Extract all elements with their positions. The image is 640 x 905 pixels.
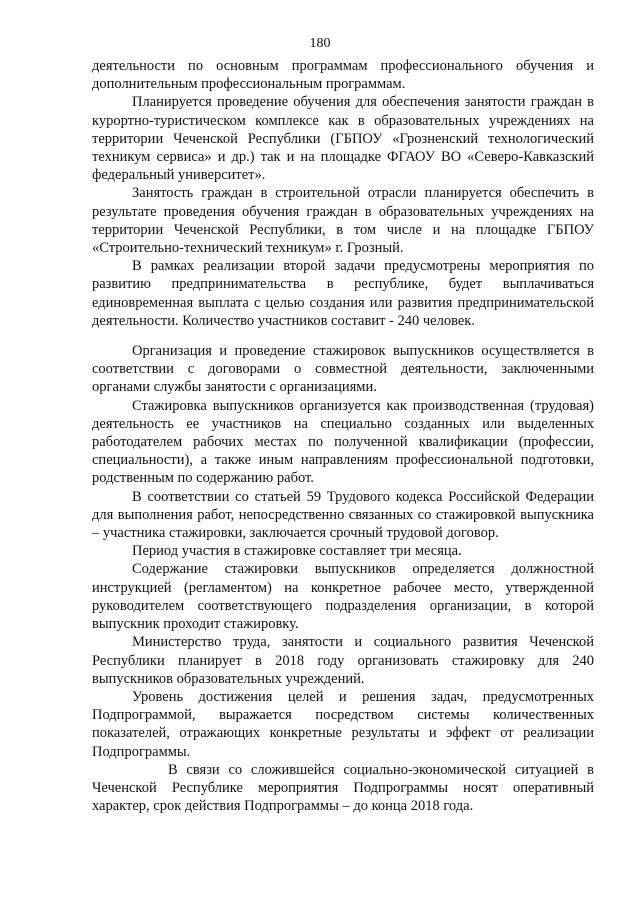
- paragraph-entrepreneurship: В рамках реализации второй задачи предусмотрены мероприятия по развитию предпринимательства в республике, будет выплачиваться единовременная выплата с целью создания или развития предпринимательской деятельности. Количество участников составит - 240 человек.: [92, 258, 594, 329]
- paragraph-internship-organization: Организация и проведение стажировок выпускников осуществляется в соответствии с договорами о совместной деятельности, заключенными органами службы занятости с организациями.: [92, 343, 594, 396]
- page-number: 180: [309, 36, 331, 51]
- paragraph-construction-employment: Занятость граждан в строительной отрасли планируется обеспечить в результате проведения обучения граждан в образовательных учреждениях на территории Чеченской Республики, в том числе и на площадке ГБПОУ «Строительно-технический техникум» г. Грозный.: [92, 185, 594, 257]
- paragraph-internship-content: Содержание стажировки выпускников определяется должностной инструкцией (регламентом) на конкретное рабочее место, утвержденной руководителем соответствующего подразделения организации, в которой выпускник проходит стажировку.: [92, 561, 594, 633]
- paragraph-internship-period: Период участия в стажировке составляет три месяца.: [132, 543, 462, 560]
- paragraph-ministry-plan: Министерство труда, занятости и социального развития Чеченской Республики планирует в 2018 году организовать стажировку для 240 выпускников образовательных учреждений.: [92, 634, 594, 687]
- paragraph-indicators: Уровень достижения целей и решения задач, предусмотренных Подпрограммой, выражается посредством системы количественных показателей, отражающих конкретные результаты и эффект от реализации Подпрограммы.: [92, 688, 594, 760]
- paragraph-program-term: В связи со сложившейся социально-экономической ситуацией в Чеченской Республике мероприятия Подпрограммы носят оперативный характер, срок действия Подпрограммы – до конца 2018 года.: [92, 761, 594, 815]
- paragraph-labor-code: В соответствии со статьей 59 Трудового кодекса Российской Федерации для выполнения работ, непосредственно связанных со стажировкой выпускника – участника стажировки, заключается срочный трудовой договор.: [92, 488, 594, 542]
- paragraph-continuation: деятельности по основным программам профессионального обучения и дополнительным профессиональным программам.: [92, 58, 594, 93]
- body-text: [92, 57, 594, 815]
- paragraph-internship-definition: Стажировка выпускников организуется как производственная (трудовая) деятельность ее участников на специально созданных или выделенных работодателем рабочих местах по полученной квалификации (профессии, специальности), а также иным направлениям профессиональной подготовки, родственным по содержанию работ.: [92, 397, 594, 487]
- paragraph-resort-training: Планируется проведение обучения для обеспечения занятости граждан в курортно-туристическом комплексе как в образовательных учреждениях на территории Чеченской Республики (ГБПОУ «Грозненский технологический техникум сервиса» и др.) так и на площадке ФГАОУ ВО «Северо-Кавказский федеральный университет».: [92, 94, 594, 184]
